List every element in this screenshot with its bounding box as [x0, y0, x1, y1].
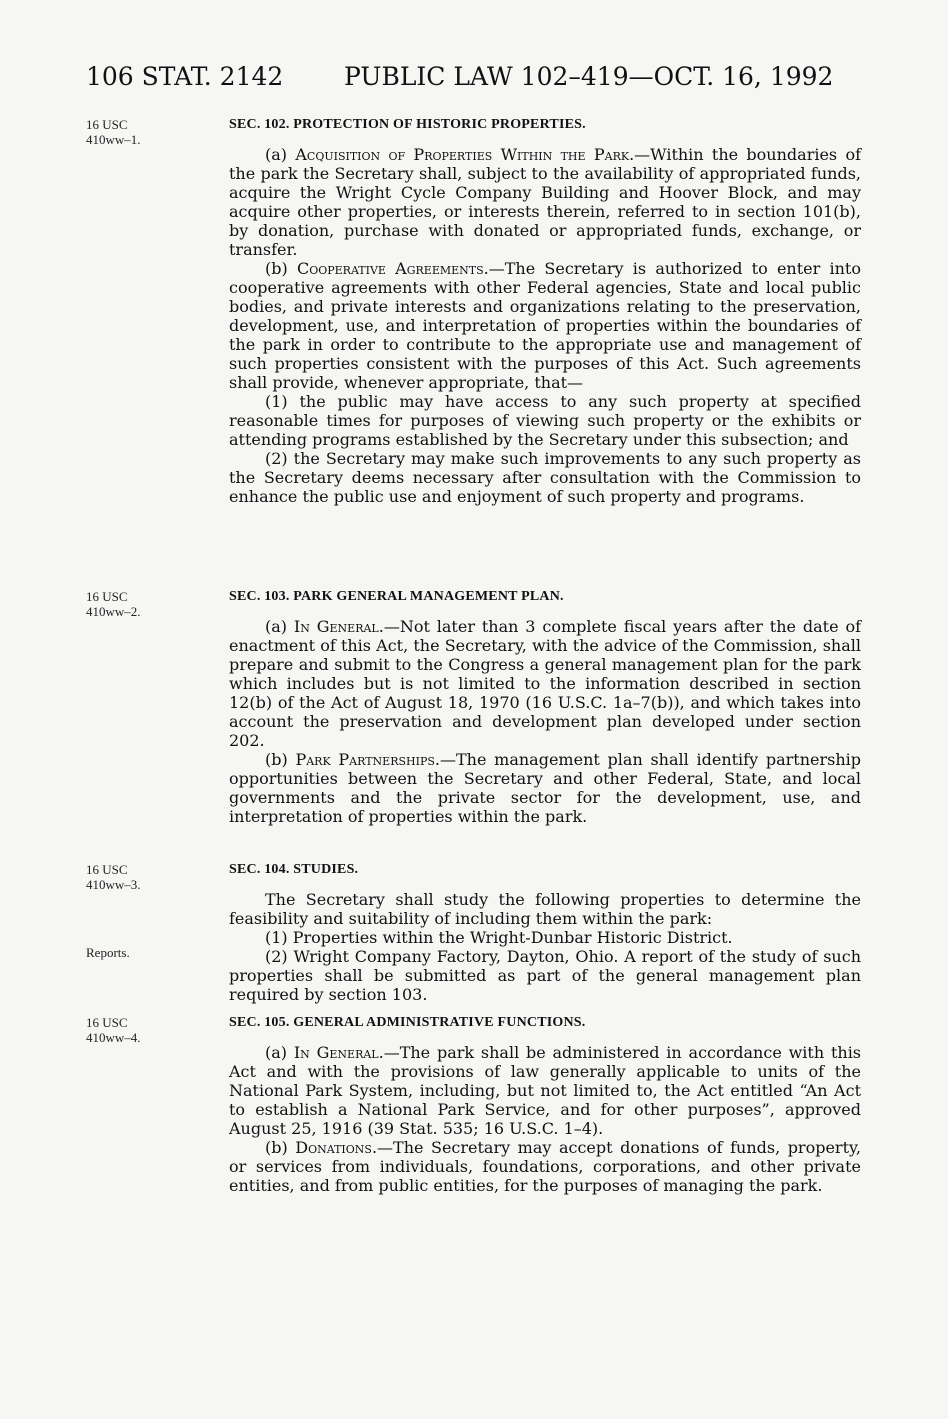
subsection-caption: Cooperative Agreements: [296, 259, 484, 278]
list-item-1: (1) the public may have access to any such property at specified reasonable times for purposes of viewing such property or the exhibits or attending programs established by the Secretary under this subsection; and: [229, 392, 861, 449]
margin-note-sec105: 16 USC 410ww–4.: [86, 1015, 141, 1045]
margin-note-sec104: 16 USC 410ww–3.: [86, 862, 141, 892]
section-heading: SEC. 102. PROTECTION OF HISTORIC PROPERTIES.: [229, 117, 586, 132]
paragraph-a: (a) In General.—The park shall be administered in accordance with this Act and with the provisions of law generally applicable to units of the National Park System, including, but not limited to, the Act entitled “An Act to establish a National Park Service, and for other purposes”, approved August 25, 1916 (39 Stat. 535; 16 U.S.C. 1–4).: [229, 1043, 862, 1138]
subsection-caption: In General: [293, 1043, 379, 1062]
subsection-caption: Park Partnerships: [295, 750, 435, 769]
section-105: [229, 1015, 861, 1195]
running-title: PUBLIC LAW 102–419—OCT. 16, 1992: [344, 62, 834, 91]
list-item-2: (2) Wright Company Factory, Dayton, Ohio. A report of the study of such properties shall be submitted as part of the general management plan required by section 103.: [229, 947, 861, 1004]
list-item-2: (2) the Secretary may make such improvements to any such property as the Secretary deems necessary after consultation with the Commission to enhance the public use and enjoyment of such property and programs.: [229, 449, 861, 506]
section-heading: SEC. 104. STUDIES.: [229, 862, 359, 877]
list-item-1: (1) Properties within the Wright-Dunbar Historic District.: [265, 928, 733, 947]
margin-note-sec102: 16 USC 410ww–1.: [86, 117, 141, 147]
paragraph-a: (a) Acquisition of Properties Within the Park.—Within the boundaries of the park the Secretary shall, subject to the availability of appropriated funds, acquire the Wright Cycle Company Building and Hoover Block, and may acquire other properties, or interests therein, referred to in section 101(b), by donation, purchase with donated or appropriated funds, exchange, or transfer.: [229, 145, 862, 259]
subsection-caption: In General: [293, 617, 379, 636]
section-102: [229, 117, 861, 506]
paragraph-b: (b) Cooperative Agreements.—The Secretary is authorized to enter into cooperative agreements with other Federal agencies, State and local public bodies, and private interests and organizations relating to the preservation, development, use, and interpretation of properties within the boundaries of the park in order to contribute to the appropriate use and management of such properties consistent with the purposes of this Act. Such agreements shall provide, whenever appropriate, that—: [229, 259, 861, 392]
section-heading: SEC. 105. GENERAL ADMINISTRATIVE FUNCTIONS.: [229, 1015, 586, 1030]
paragraph-a: (a) In General.—Not later than 3 complete fiscal years after the date of enactment of this Act, the Secretary, with the advice of the Commission, shall prepare and submit to the Congress a general management plan for the park which includes but is not limited to the information described in section 12(b) of the Act of August 18, 1970 (16 U.S.C. 1a–7(b)), and which takes into account the preservation and development plan developed under section 202.: [229, 617, 862, 750]
stat-page-number: 106 STAT. 2142: [86, 62, 284, 91]
paragraph-b: (b) Park Partnerships.—The management plan shall identify partnership opportunities between the Secretary and other Federal, State, and local governments and the private sector for the development, use, and interpretation of properties within the park.: [229, 750, 862, 826]
paragraph-intro: The Secretary shall study the following properties to determine the feasibility and suitability of including them within the park:: [229, 890, 861, 928]
section-heading: SEC. 103. PARK GENERAL MANAGEMENT PLAN.: [229, 589, 564, 604]
margin-note-sec103: 16 USC 410ww–2.: [86, 589, 141, 619]
paragraph-b: (b) Donations.—The Secretary may accept donations of funds, property, or services from individuals, foundations, corporations, and other private entities, and from public entities, for the purposes of managing the park.: [229, 1138, 861, 1195]
section-104: [229, 862, 861, 1004]
subsection-caption: Donations: [295, 1138, 372, 1157]
subsection-caption: Acquisition of Properties Within the Park: [295, 145, 630, 164]
margin-note-reports: Reports.: [86, 945, 130, 960]
section-103: [229, 589, 861, 826]
